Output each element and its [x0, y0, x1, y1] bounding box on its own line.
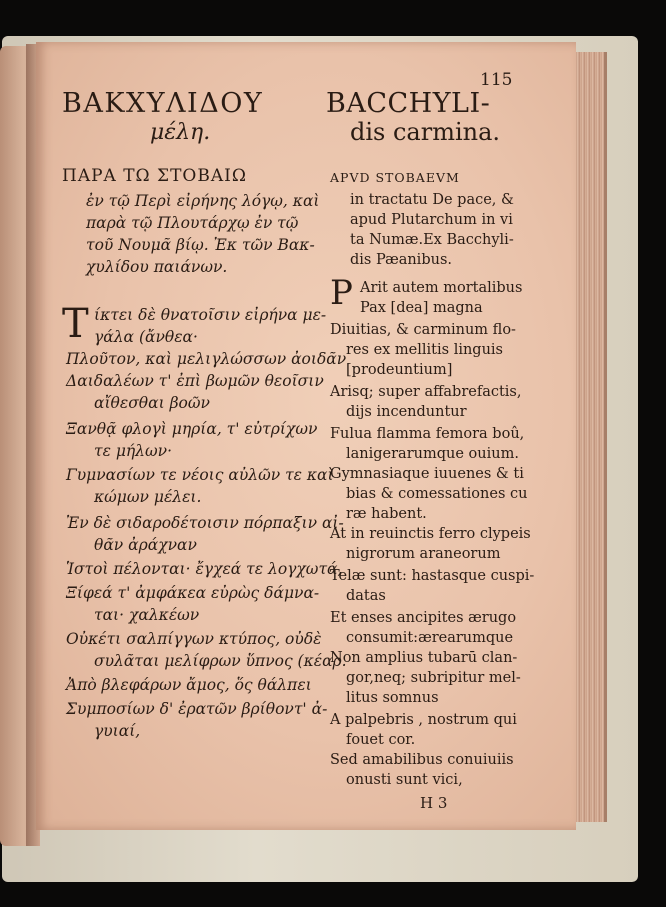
greek-verse-line: ται· χαλκέων [94, 606, 200, 624]
greek-verse-line: γάλα (ἄνθεα· [94, 328, 198, 346]
greek-verse-line: γυιαί, [94, 722, 141, 740]
latin-verse-line: bias & comessationes cu [346, 486, 528, 502]
latin-intro-line: in tractatu De pace, & [350, 192, 514, 208]
latin-subtitle: dis carmina. [350, 118, 501, 146]
latin-intro-line: dis Pæanibus. [350, 252, 452, 268]
latin-verse-line: [prodeuntium] [346, 362, 453, 378]
greek-intro-line: ἐν τῷ Περὶ εἰρήνης λόγῳ, καὶ [86, 192, 320, 210]
latin-verse-line: consumit:ærearumque [346, 630, 514, 646]
greek-verse-line: κώμων μέλει. [94, 488, 202, 506]
latin-drop-capital: P [330, 273, 353, 313]
greek-verse-line: ίκτει δὲ θνατοῖσιν εἰρήνα με- [94, 306, 327, 324]
latin-verse-line: At in reuinctis ferro clypeis [330, 526, 531, 542]
greek-drop-capital: Τ [62, 301, 89, 347]
latin-verse-line: Sed amabilibus conuiuiis [330, 752, 514, 768]
signature-mark: H 3 [420, 794, 448, 812]
latin-verse-line: fouet cor. [346, 732, 416, 748]
latin-verse-line: Et enses ancipites ærugo [330, 610, 517, 626]
greek-verse-line: συλᾶται μελίφρων ὕπνος (κέαρ. [94, 652, 347, 670]
page-number: 115 [480, 70, 513, 90]
latin-verse-line: gor,neq; subripitur mel- [346, 670, 521, 686]
latin-verse-line: Telæ sunt: hastasque cuspi- [330, 568, 535, 584]
latin-verse-line: litus somnus [346, 690, 439, 706]
latin-verse-line: A palpebris , nostrum qui [330, 712, 517, 728]
greek-subtitle: μέλη. [150, 120, 211, 145]
greek-verse-line: Πλοῦτον, καὶ μελιγλώσσων ἀοιδᾶν [66, 350, 347, 368]
greek-verse-line: Ξίφεά τ' ἀμφάκεα εὐρὼς δάμνα- [66, 584, 320, 602]
latin-verse-line: nigrorum araneorum [346, 546, 501, 562]
greek-verse-line: αἴθεσθαι βοῶν [94, 394, 210, 412]
latin-intro-line: ta Numæ.Ex Bacchyli- [350, 232, 514, 248]
greek-verse-line: Ἱστοὶ πέλονται· ἔγχεά τε λογχωτά, [66, 560, 343, 578]
greek-verse-line: Ξανθᾷ φλογὶ μηρία, τ' εὐτρίχων [66, 420, 318, 438]
greek-verse-line: Ἀπὸ βλεφάρων ἄμος, ὅς θάλπει [66, 676, 312, 694]
latin-verse-line: dijs incenduntur [346, 404, 467, 420]
latin-verse-line: res ex mellitis linguis [346, 342, 504, 358]
latin-verse-line: Arisq; super affabrefactis, [330, 384, 522, 400]
greek-verse-line: θᾶν ἀράχναν [94, 536, 197, 554]
greek-verse-line: Δαιδαλέων τ' ἐπὶ βωμῶν θεοῖσιν [66, 372, 324, 390]
greek-verse-line: Γυμνασίων τε νέοις αὐλῶν τε καὶ [66, 466, 334, 484]
latin-running-title: BACCHYLI- [326, 88, 491, 119]
greek-intro-line: χυλίδου παιάνων. [86, 258, 228, 276]
latin-verse-line: datas [346, 588, 386, 604]
latin-verse-line: Fulua flamma femora boû, [330, 426, 525, 442]
page-block-edges [576, 52, 607, 822]
greek-intro-line: παρὰ τῷ Πλουτάρχῳ ἐν τῷ [86, 214, 299, 232]
greek-running-title: ΒΑΚΧΥΛΙΔΟΥ [62, 88, 264, 119]
latin-verse-line: Non amplius tubarū clan- [330, 650, 518, 666]
latin-verse-line: Diuitias, & carminum flo- [330, 322, 516, 338]
latin-intro-heading: APVD STOBAEVM [330, 170, 460, 185]
greek-verse-line: Οὐκέτι σαλπίγγων κτύπος, οὐδὲ [66, 630, 322, 648]
greek-intro-line: τοῦ Νουμᾶ βίῳ. Ἐκ τῶν Βακ- [86, 236, 315, 254]
latin-verse-line: ræ habent. [346, 506, 427, 522]
greek-verse-line: τε μήλων· [94, 442, 172, 460]
latin-verse-line: onusti sunt vici, [346, 772, 463, 788]
latin-verse-line: Arit autem mortalibus [360, 280, 523, 296]
latin-intro-line: apud Plutarchum in vi [350, 212, 513, 228]
greek-intro-heading: ΠΑΡΑ ΤΩ ΣΤΟΒΑΙΩ [62, 166, 247, 186]
greek-verse-line: Ἐν δὲ σιδαροδέτοισιν πόρπαξιν αἰ- [66, 514, 344, 532]
latin-verse-line: Gymnasiaque iuuenes & ti [330, 466, 524, 482]
latin-verse-line: lanigerarumque ouium. [346, 446, 519, 462]
latin-verse-line: Pax [dea] magna [360, 300, 483, 316]
greek-verse-line: Συμποσίων δ' ἐρατῶν βρίθοντ' ἀ- [66, 700, 328, 718]
